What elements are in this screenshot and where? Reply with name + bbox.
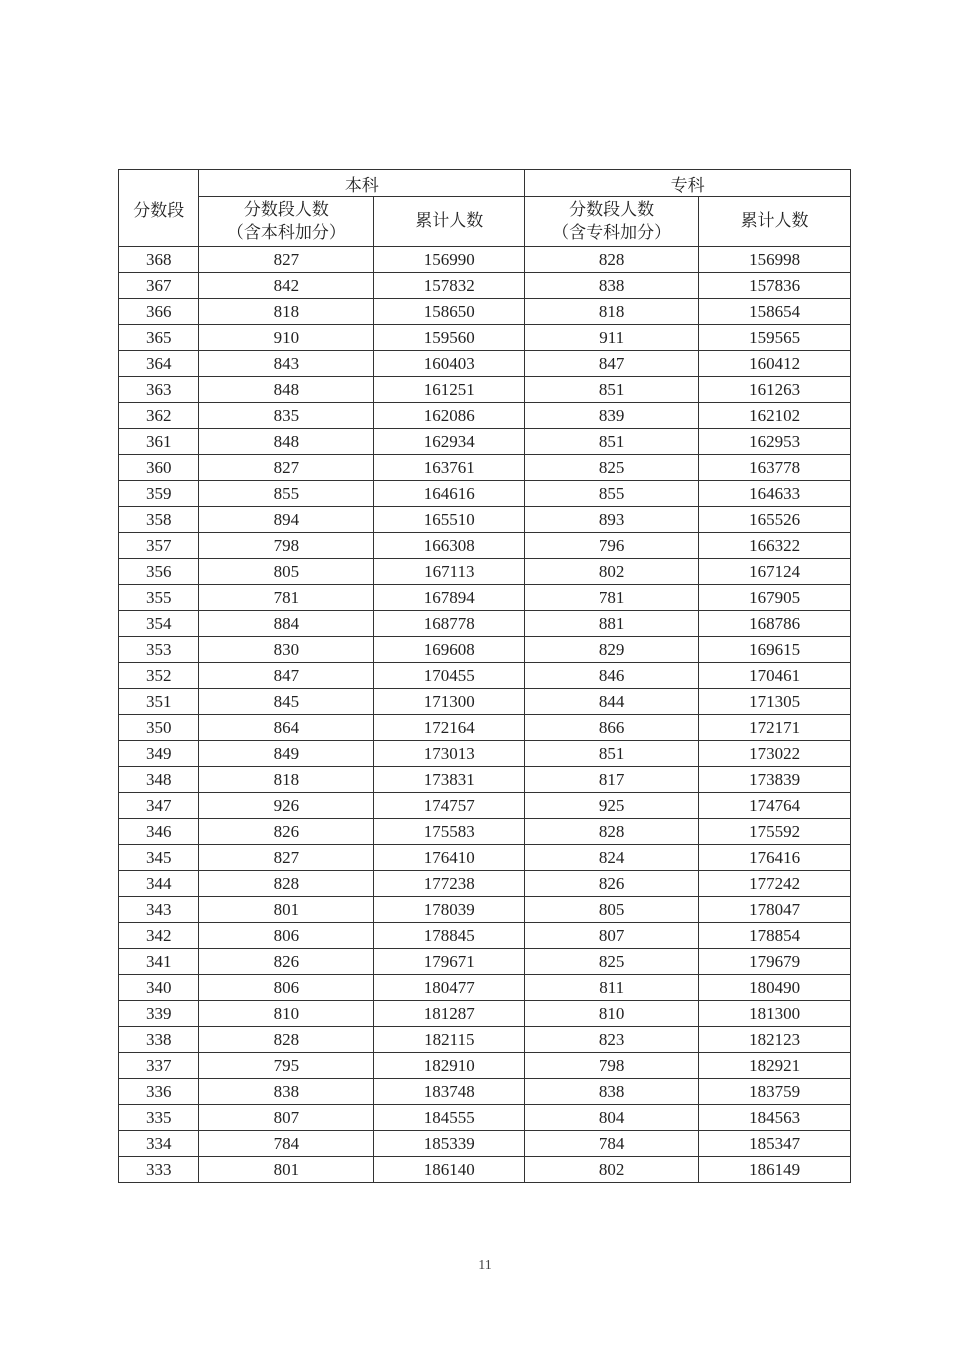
cell-benke-count: 884	[199, 611, 374, 637]
cell-zhuanke-cumulative: 178047	[699, 897, 851, 923]
cell-benke-count: 894	[199, 507, 374, 533]
table-row	[119, 351, 851, 377]
cell-benke-count: 848	[199, 429, 374, 455]
cell-score: 333	[119, 1157, 199, 1183]
cell-score: 353	[119, 637, 199, 663]
cell-score: 352	[119, 663, 199, 689]
table-row	[119, 1001, 851, 1027]
header-zhuanke-count-line2: （含专科加分）	[552, 222, 672, 243]
cell-benke-cumulative: 173013	[374, 741, 525, 767]
table-row	[119, 1053, 851, 1079]
cell-score: 363	[119, 377, 199, 403]
cell-benke-count: 826	[199, 819, 374, 845]
cell-score: 343	[119, 897, 199, 923]
cell-benke-cumulative: 161251	[374, 377, 525, 403]
cell-score: 347	[119, 793, 199, 819]
cell-zhuanke-count: 851	[525, 377, 699, 403]
cell-score: 350	[119, 715, 199, 741]
cell-benke-cumulative: 167894	[374, 585, 525, 611]
cell-score: 354	[119, 611, 199, 637]
cell-zhuanke-cumulative: 177242	[699, 871, 851, 897]
cell-benke-count: 826	[199, 949, 374, 975]
cell-zhuanke-count: 825	[525, 949, 699, 975]
cell-zhuanke-cumulative: 166322	[699, 533, 851, 559]
cell-benke-cumulative: 156990	[374, 247, 525, 273]
cell-zhuanke-count: 811	[525, 975, 699, 1001]
cell-zhuanke-cumulative: 173839	[699, 767, 851, 793]
cell-zhuanke-count: 802	[525, 1157, 699, 1183]
cell-score: 366	[119, 299, 199, 325]
table-row	[119, 429, 851, 455]
cell-benke-cumulative: 174757	[374, 793, 525, 819]
table-row	[119, 1131, 851, 1157]
cell-zhuanke-count: 825	[525, 455, 699, 481]
cell-score: 362	[119, 403, 199, 429]
cell-zhuanke-cumulative: 172171	[699, 715, 851, 741]
cell-zhuanke-count: 828	[525, 247, 699, 273]
cell-benke-count: 781	[199, 585, 374, 611]
cell-score: 344	[119, 871, 199, 897]
table-row	[119, 793, 851, 819]
cell-benke-count: 806	[199, 975, 374, 1001]
cell-benke-count: 848	[199, 377, 374, 403]
cell-zhuanke-count: 823	[525, 1027, 699, 1053]
cell-zhuanke-count: 781	[525, 585, 699, 611]
header-benke-cumulative: 累计人数	[374, 197, 525, 247]
cell-benke-count: 810	[199, 1001, 374, 1027]
cell-zhuanke-count: 796	[525, 533, 699, 559]
cell-zhuanke-count: 798	[525, 1053, 699, 1079]
cell-zhuanke-cumulative: 178854	[699, 923, 851, 949]
cell-zhuanke-count: 847	[525, 351, 699, 377]
cell-zhuanke-cumulative: 163778	[699, 455, 851, 481]
cell-benke-count: 910	[199, 325, 374, 351]
cell-zhuanke-cumulative: 174764	[699, 793, 851, 819]
cell-zhuanke-cumulative: 182123	[699, 1027, 851, 1053]
cell-benke-cumulative: 186140	[374, 1157, 525, 1183]
table-row	[119, 715, 851, 741]
header-group-zhuanke: 专科	[525, 170, 851, 197]
cell-benke-count: 806	[199, 923, 374, 949]
cell-zhuanke-cumulative: 165526	[699, 507, 851, 533]
cell-score: 336	[119, 1079, 199, 1105]
cell-benke-count: 864	[199, 715, 374, 741]
table-row	[119, 377, 851, 403]
cell-zhuanke-cumulative: 171305	[699, 689, 851, 715]
cell-benke-cumulative: 182910	[374, 1053, 525, 1079]
cell-benke-cumulative: 183748	[374, 1079, 525, 1105]
cell-benke-count: 847	[199, 663, 374, 689]
cell-benke-count: 838	[199, 1079, 374, 1105]
cell-benke-cumulative: 184555	[374, 1105, 525, 1131]
cell-score: 360	[119, 455, 199, 481]
cell-benke-cumulative: 168778	[374, 611, 525, 637]
header-zhuanke-cumulative: 累计人数	[699, 197, 851, 247]
cell-score: 338	[119, 1027, 199, 1053]
cell-benke-count: 827	[199, 455, 374, 481]
cell-score: 345	[119, 845, 199, 871]
table-row	[119, 299, 851, 325]
cell-benke-cumulative: 164616	[374, 481, 525, 507]
header-zhuanke-count-line1: 分数段人数	[569, 199, 655, 220]
cell-zhuanke-cumulative: 161263	[699, 377, 851, 403]
cell-benke-cumulative: 166308	[374, 533, 525, 559]
cell-benke-count: 818	[199, 299, 374, 325]
cell-score: 355	[119, 585, 199, 611]
table-body	[119, 247, 851, 1183]
cell-benke-cumulative: 178845	[374, 923, 525, 949]
table-row	[119, 819, 851, 845]
cell-benke-cumulative: 173831	[374, 767, 525, 793]
cell-benke-count: 926	[199, 793, 374, 819]
cell-zhuanke-count: 844	[525, 689, 699, 715]
cell-benke-cumulative: 176410	[374, 845, 525, 871]
cell-zhuanke-cumulative: 183759	[699, 1079, 851, 1105]
table-row	[119, 559, 851, 585]
cell-zhuanke-count: 817	[525, 767, 699, 793]
cell-zhuanke-cumulative: 167905	[699, 585, 851, 611]
cell-score: 364	[119, 351, 199, 377]
cell-zhuanke-cumulative: 162953	[699, 429, 851, 455]
cell-benke-cumulative: 185339	[374, 1131, 525, 1157]
cell-benke-cumulative: 159560	[374, 325, 525, 351]
cell-benke-count: 795	[199, 1053, 374, 1079]
cell-zhuanke-cumulative: 173022	[699, 741, 851, 767]
cell-score: 361	[119, 429, 199, 455]
table-row	[119, 1157, 851, 1183]
cell-benke-count: 855	[199, 481, 374, 507]
cell-benke-count: 827	[199, 247, 374, 273]
cell-score: 337	[119, 1053, 199, 1079]
table-row	[119, 897, 851, 923]
table-row	[119, 455, 851, 481]
cell-score: 368	[119, 247, 199, 273]
cell-benke-cumulative: 170455	[374, 663, 525, 689]
cell-zhuanke-cumulative: 162102	[699, 403, 851, 429]
cell-zhuanke-count: 805	[525, 897, 699, 923]
cell-zhuanke-cumulative: 181300	[699, 1001, 851, 1027]
cell-score: 367	[119, 273, 199, 299]
cell-benke-cumulative: 160403	[374, 351, 525, 377]
cell-zhuanke-cumulative: 156998	[699, 247, 851, 273]
cell-zhuanke-count: 804	[525, 1105, 699, 1131]
cell-benke-count: 784	[199, 1131, 374, 1157]
cell-benke-count: 798	[199, 533, 374, 559]
cell-score: 334	[119, 1131, 199, 1157]
header-benke-count-line2: （含本科加分）	[226, 222, 346, 243]
cell-zhuanke-cumulative: 180490	[699, 975, 851, 1001]
table-row	[119, 1105, 851, 1131]
cell-zhuanke-count: 838	[525, 273, 699, 299]
cell-zhuanke-cumulative: 179679	[699, 949, 851, 975]
cell-zhuanke-count: 911	[525, 325, 699, 351]
cell-benke-count: 828	[199, 871, 374, 897]
cell-zhuanke-cumulative: 176416	[699, 845, 851, 871]
cell-score: 335	[119, 1105, 199, 1131]
table-row	[119, 871, 851, 897]
cell-zhuanke-count: 810	[525, 1001, 699, 1027]
cell-zhuanke-cumulative: 168786	[699, 611, 851, 637]
cell-zhuanke-count: 893	[525, 507, 699, 533]
cell-score: 348	[119, 767, 199, 793]
cell-benke-cumulative: 162934	[374, 429, 525, 455]
cell-benke-count: 845	[199, 689, 374, 715]
table-row	[119, 507, 851, 533]
cell-zhuanke-cumulative: 167124	[699, 559, 851, 585]
table-row	[119, 533, 851, 559]
header-benke-count	[199, 197, 374, 247]
cell-zhuanke-count: 826	[525, 871, 699, 897]
cell-zhuanke-count: 824	[525, 845, 699, 871]
cell-score: 356	[119, 559, 199, 585]
cell-zhuanke-cumulative: 182921	[699, 1053, 851, 1079]
cell-zhuanke-count: 829	[525, 637, 699, 663]
cell-score: 351	[119, 689, 199, 715]
table-row	[119, 663, 851, 689]
cell-benke-count: 801	[199, 897, 374, 923]
cell-benke-cumulative: 182115	[374, 1027, 525, 1053]
cell-zhuanke-cumulative: 164633	[699, 481, 851, 507]
cell-zhuanke-count: 802	[525, 559, 699, 585]
cell-benke-cumulative: 181287	[374, 1001, 525, 1027]
table-row	[119, 975, 851, 1001]
cell-zhuanke-count: 828	[525, 819, 699, 845]
cell-benke-count: 849	[199, 741, 374, 767]
cell-zhuanke-count: 818	[525, 299, 699, 325]
cell-benke-cumulative: 158650	[374, 299, 525, 325]
cell-benke-cumulative: 163761	[374, 455, 525, 481]
table-row	[119, 949, 851, 975]
table-row	[119, 689, 851, 715]
cell-benke-cumulative: 171300	[374, 689, 525, 715]
table-row	[119, 1027, 851, 1053]
cell-zhuanke-cumulative: 185347	[699, 1131, 851, 1157]
cell-zhuanke-count: 846	[525, 663, 699, 689]
table-row	[119, 767, 851, 793]
cell-benke-cumulative: 180477	[374, 975, 525, 1001]
cell-benke-cumulative: 179671	[374, 949, 525, 975]
table-row	[119, 741, 851, 767]
cell-score: 349	[119, 741, 199, 767]
cell-score: 341	[119, 949, 199, 975]
cell-benke-count: 842	[199, 273, 374, 299]
cell-zhuanke-count: 855	[525, 481, 699, 507]
table-row	[119, 247, 851, 273]
cell-benke-cumulative: 175583	[374, 819, 525, 845]
cell-score: 340	[119, 975, 199, 1001]
table-row	[119, 585, 851, 611]
cell-benke-cumulative: 172164	[374, 715, 525, 741]
cell-benke-cumulative: 178039	[374, 897, 525, 923]
cell-score: 357	[119, 533, 199, 559]
table-row	[119, 1079, 851, 1105]
cell-score: 365	[119, 325, 199, 351]
cell-benke-count: 843	[199, 351, 374, 377]
cell-zhuanke-cumulative: 184563	[699, 1105, 851, 1131]
table-row	[119, 637, 851, 663]
cell-benke-count: 805	[199, 559, 374, 585]
cell-benke-count: 801	[199, 1157, 374, 1183]
table-row	[119, 481, 851, 507]
cell-benke-cumulative: 157832	[374, 273, 525, 299]
cell-zhuanke-count: 784	[525, 1131, 699, 1157]
cell-zhuanke-cumulative: 158654	[699, 299, 851, 325]
header-group-benke: 本科	[199, 170, 525, 197]
table-row	[119, 403, 851, 429]
cell-benke-cumulative: 165510	[374, 507, 525, 533]
cell-benke-cumulative: 169608	[374, 637, 525, 663]
cell-zhuanke-count: 925	[525, 793, 699, 819]
cell-benke-count: 835	[199, 403, 374, 429]
cell-score: 358	[119, 507, 199, 533]
cell-zhuanke-count: 851	[525, 429, 699, 455]
cell-score: 342	[119, 923, 199, 949]
header-zhuanke-count	[525, 197, 699, 247]
cell-score: 346	[119, 819, 199, 845]
table-row	[119, 325, 851, 351]
cell-benke-count: 830	[199, 637, 374, 663]
cell-zhuanke-cumulative: 157836	[699, 273, 851, 299]
cell-benke-count: 818	[199, 767, 374, 793]
table-row	[119, 845, 851, 871]
cell-score: 359	[119, 481, 199, 507]
cell-zhuanke-cumulative: 169615	[699, 637, 851, 663]
header-score-band: 分数段	[119, 170, 199, 247]
cell-zhuanke-cumulative: 175592	[699, 819, 851, 845]
cell-zhuanke-count: 807	[525, 923, 699, 949]
page-number: 11	[478, 1258, 492, 1273]
score-distribution-table	[118, 169, 851, 1183]
cell-zhuanke-count: 866	[525, 715, 699, 741]
cell-zhuanke-cumulative: 170461	[699, 663, 851, 689]
cell-benke-count: 807	[199, 1105, 374, 1131]
cell-zhuanke-count: 881	[525, 611, 699, 637]
cell-score: 339	[119, 1001, 199, 1027]
cell-benke-cumulative: 177238	[374, 871, 525, 897]
cell-zhuanke-count: 839	[525, 403, 699, 429]
cell-zhuanke-count: 851	[525, 741, 699, 767]
cell-benke-cumulative: 167113	[374, 559, 525, 585]
cell-zhuanke-cumulative: 159565	[699, 325, 851, 351]
cell-benke-cumulative: 162086	[374, 403, 525, 429]
cell-benke-count: 828	[199, 1027, 374, 1053]
cell-zhuanke-cumulative: 160412	[699, 351, 851, 377]
table-row	[119, 611, 851, 637]
cell-zhuanke-count: 838	[525, 1079, 699, 1105]
header-benke-count-line1: 分数段人数	[243, 199, 329, 220]
cell-zhuanke-cumulative: 186149	[699, 1157, 851, 1183]
table-row	[119, 273, 851, 299]
table-row	[119, 923, 851, 949]
cell-benke-count: 827	[199, 845, 374, 871]
